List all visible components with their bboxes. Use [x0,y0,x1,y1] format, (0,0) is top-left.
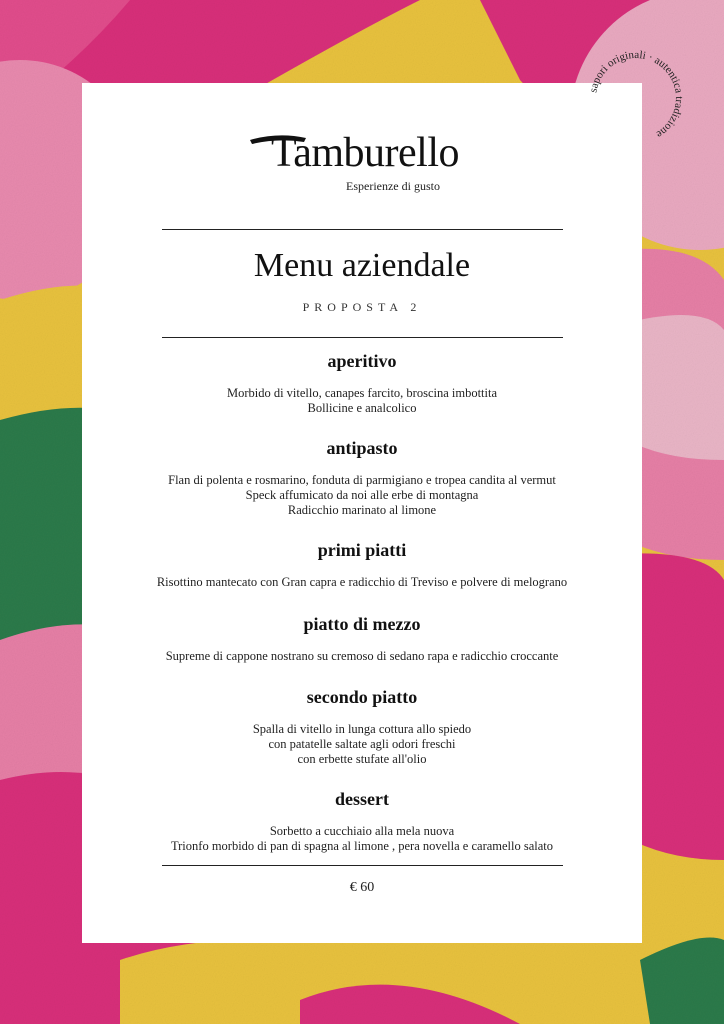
section-title: aperitivo [327,351,397,371]
menu-item: Spalla di vitello in lunga cottura allo spiedo [252,722,472,736]
stamp-text: sapori originali · autentica tradizione [587,48,686,141]
menu-item: Supreme di cappone nostrano su cremoso di sedano rapa e radicchio croccante [165,649,559,663]
section-secondo-piatto [82,687,642,767]
divider-top [162,229,563,230]
divider-mid [162,337,563,338]
svg-text:sapori originali · autentica t [587,49,685,141]
circular-stamp [582,44,690,152]
section-title: piatto di mezzo [303,614,421,634]
brand-name: Tamburello [271,130,459,176]
menu-price: € 60 [349,880,375,895]
divider-bottom [162,865,563,866]
menu-item: Trionfo morbido di pan di spagna al limone , pera novella e caramello salato [170,839,554,853]
menu-item: con patatelle saltate agli odori freschi [268,737,456,751]
proposal-label: PROPOSTA 2 [302,300,422,314]
section-antipasto [82,438,642,518]
menu-item: con erbette stufate all'olio [297,752,427,766]
section-title: dessert [335,789,389,809]
section-title: antipasto [326,438,398,458]
brand-logo [82,123,642,203]
section-primi-piatti [82,540,642,590]
section-dessert [82,789,642,854]
section-title: secondo piatto [306,687,418,707]
menu-title: Menu aziendale [253,247,471,284]
section-title: primi piatti [317,540,407,560]
menu-item: Speck affumicato da noi alle erbe di montagna [245,488,479,502]
menu-item: Morbido di vitello, canapes farcito, broscina imbottita [226,386,498,400]
brand-tagline: Esperienze di gusto [346,179,440,193]
menu-card [82,83,642,943]
section-aperitivo [82,351,642,416]
menu-item: Sorbetto a cucchiaio alla mela nuova [269,824,455,838]
menu-item: Flan di polenta e rosmarino, fonduta di parmigiano e tropea candita al vermut [168,473,556,487]
menu-item: Bollicine e analcolico [307,401,417,415]
menu-item: Radicchio marinato al limone [287,503,437,517]
menu-item: Risottino mantecato con Gran capra e radicchio di Treviso e polvere di melograno [156,575,568,589]
section-piatto-di-mezzo [82,614,642,664]
